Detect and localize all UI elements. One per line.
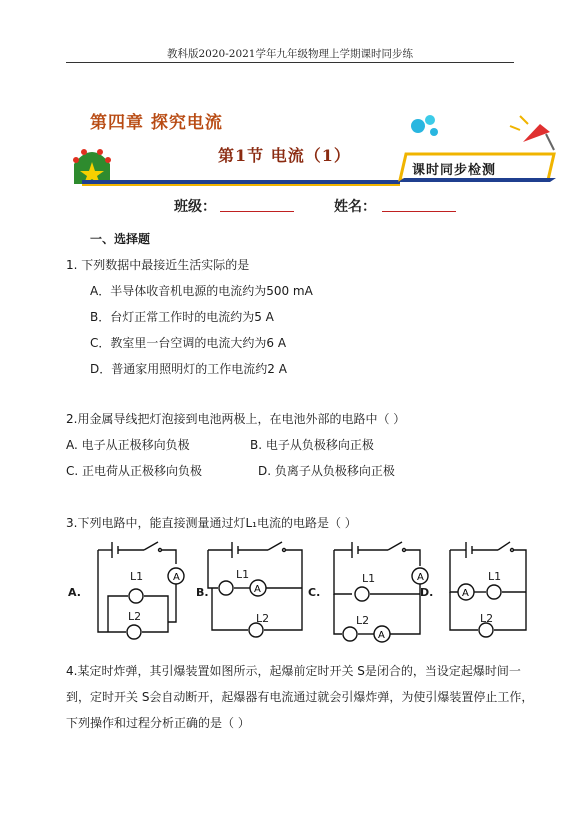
circuit-d-l2: L2 (480, 612, 494, 625)
q1-option-a[interactable]: A．半导体收音机电源的电流约为500 mA (90, 284, 313, 298)
q2-stem: 2.用金属导线把灯泡接到电池两极上，在电池外部的电路中（ ） (66, 412, 406, 426)
svg-text:A: A (417, 572, 424, 583)
q1-option-d[interactable]: D．普通家用照明灯的工作电流约2 A (90, 362, 287, 376)
q3-circuits (68, 538, 528, 648)
banner-text: 课时同步检测 (412, 163, 497, 178)
svg-text:A: A (462, 588, 469, 599)
circuit-c-label[interactable]: C. (308, 586, 321, 599)
circuit-b-l1: L1 (236, 568, 250, 581)
circuit-a-l2: L2 (128, 610, 142, 623)
svg-text:A: A (254, 584, 261, 595)
circuit-d-l1: L1 (488, 570, 502, 583)
q2-option-d[interactable]: D. 负离子从负极移向正极 (258, 464, 395, 478)
circuit-b-l2: L2 (256, 612, 270, 625)
circuit-a-diagram (68, 538, 186, 646)
q1-option-b[interactable]: B．台灯正常工作时的电流约为5 A (90, 310, 274, 324)
circuit-d-diagram (444, 538, 534, 646)
class-label: 班级： (174, 199, 216, 215)
name-label: 姓名： (334, 199, 376, 215)
q2-option-b[interactable]: B. 电子从负极移向正极 (250, 438, 374, 452)
circuit-d-label[interactable]: D. (420, 586, 434, 599)
class-blank[interactable] (220, 211, 294, 212)
name-blank[interactable] (382, 211, 456, 212)
title-band-accent (82, 184, 400, 186)
ammeter-a-label: A (173, 572, 180, 583)
q3-stem: 3.下列电路中，能直接测量通过灯L₁电流的电路是（ ） (66, 516, 357, 530)
circuit-b-diagram (198, 538, 316, 646)
section-title: 第1节 电流（1） (218, 146, 351, 165)
q2-option-a[interactable]: A. 电子从正极移向负极 (66, 438, 190, 452)
q4-line-1: 4.某定时炸弹，其引爆装置如图所示，起爆前定时开关 S是闭合的，当设定起爆时间一 (66, 664, 521, 678)
svg-text:A: A (378, 630, 385, 641)
decor-bubbles-icon (408, 112, 558, 152)
circuit-c-l1: L1 (362, 572, 376, 585)
q4-line-2: 到，定时开关 S会自动断开，起爆器有电流通过就会引爆炸弹，为使引爆装置停止工作， (66, 690, 534, 704)
page-header: 教科版2020-2021学年九年级物理上学期课时同步练 (167, 48, 413, 60)
part-title: 一、选择题 (90, 232, 151, 246)
chapter-title: 第四章 探究电流 (90, 113, 223, 133)
circuit-b-label[interactable]: B. (196, 586, 209, 599)
q2-option-c[interactable]: C. 正电荷从正极移向负极 (66, 464, 203, 478)
q1-stem: 1. 下列数据中最接近生活实际的是 (66, 258, 250, 272)
circuit-c-l2: L2 (356, 614, 370, 627)
q1-option-c[interactable]: C．教室里一台空调的电流大约为6 A (90, 336, 287, 350)
header-divider (66, 62, 514, 63)
circuit-a-label[interactable]: A. (68, 586, 81, 599)
circuit-a-l1: L1 (130, 570, 144, 583)
q4-line-3: 下列操作和过程分析正确的是（ ） (66, 716, 250, 730)
